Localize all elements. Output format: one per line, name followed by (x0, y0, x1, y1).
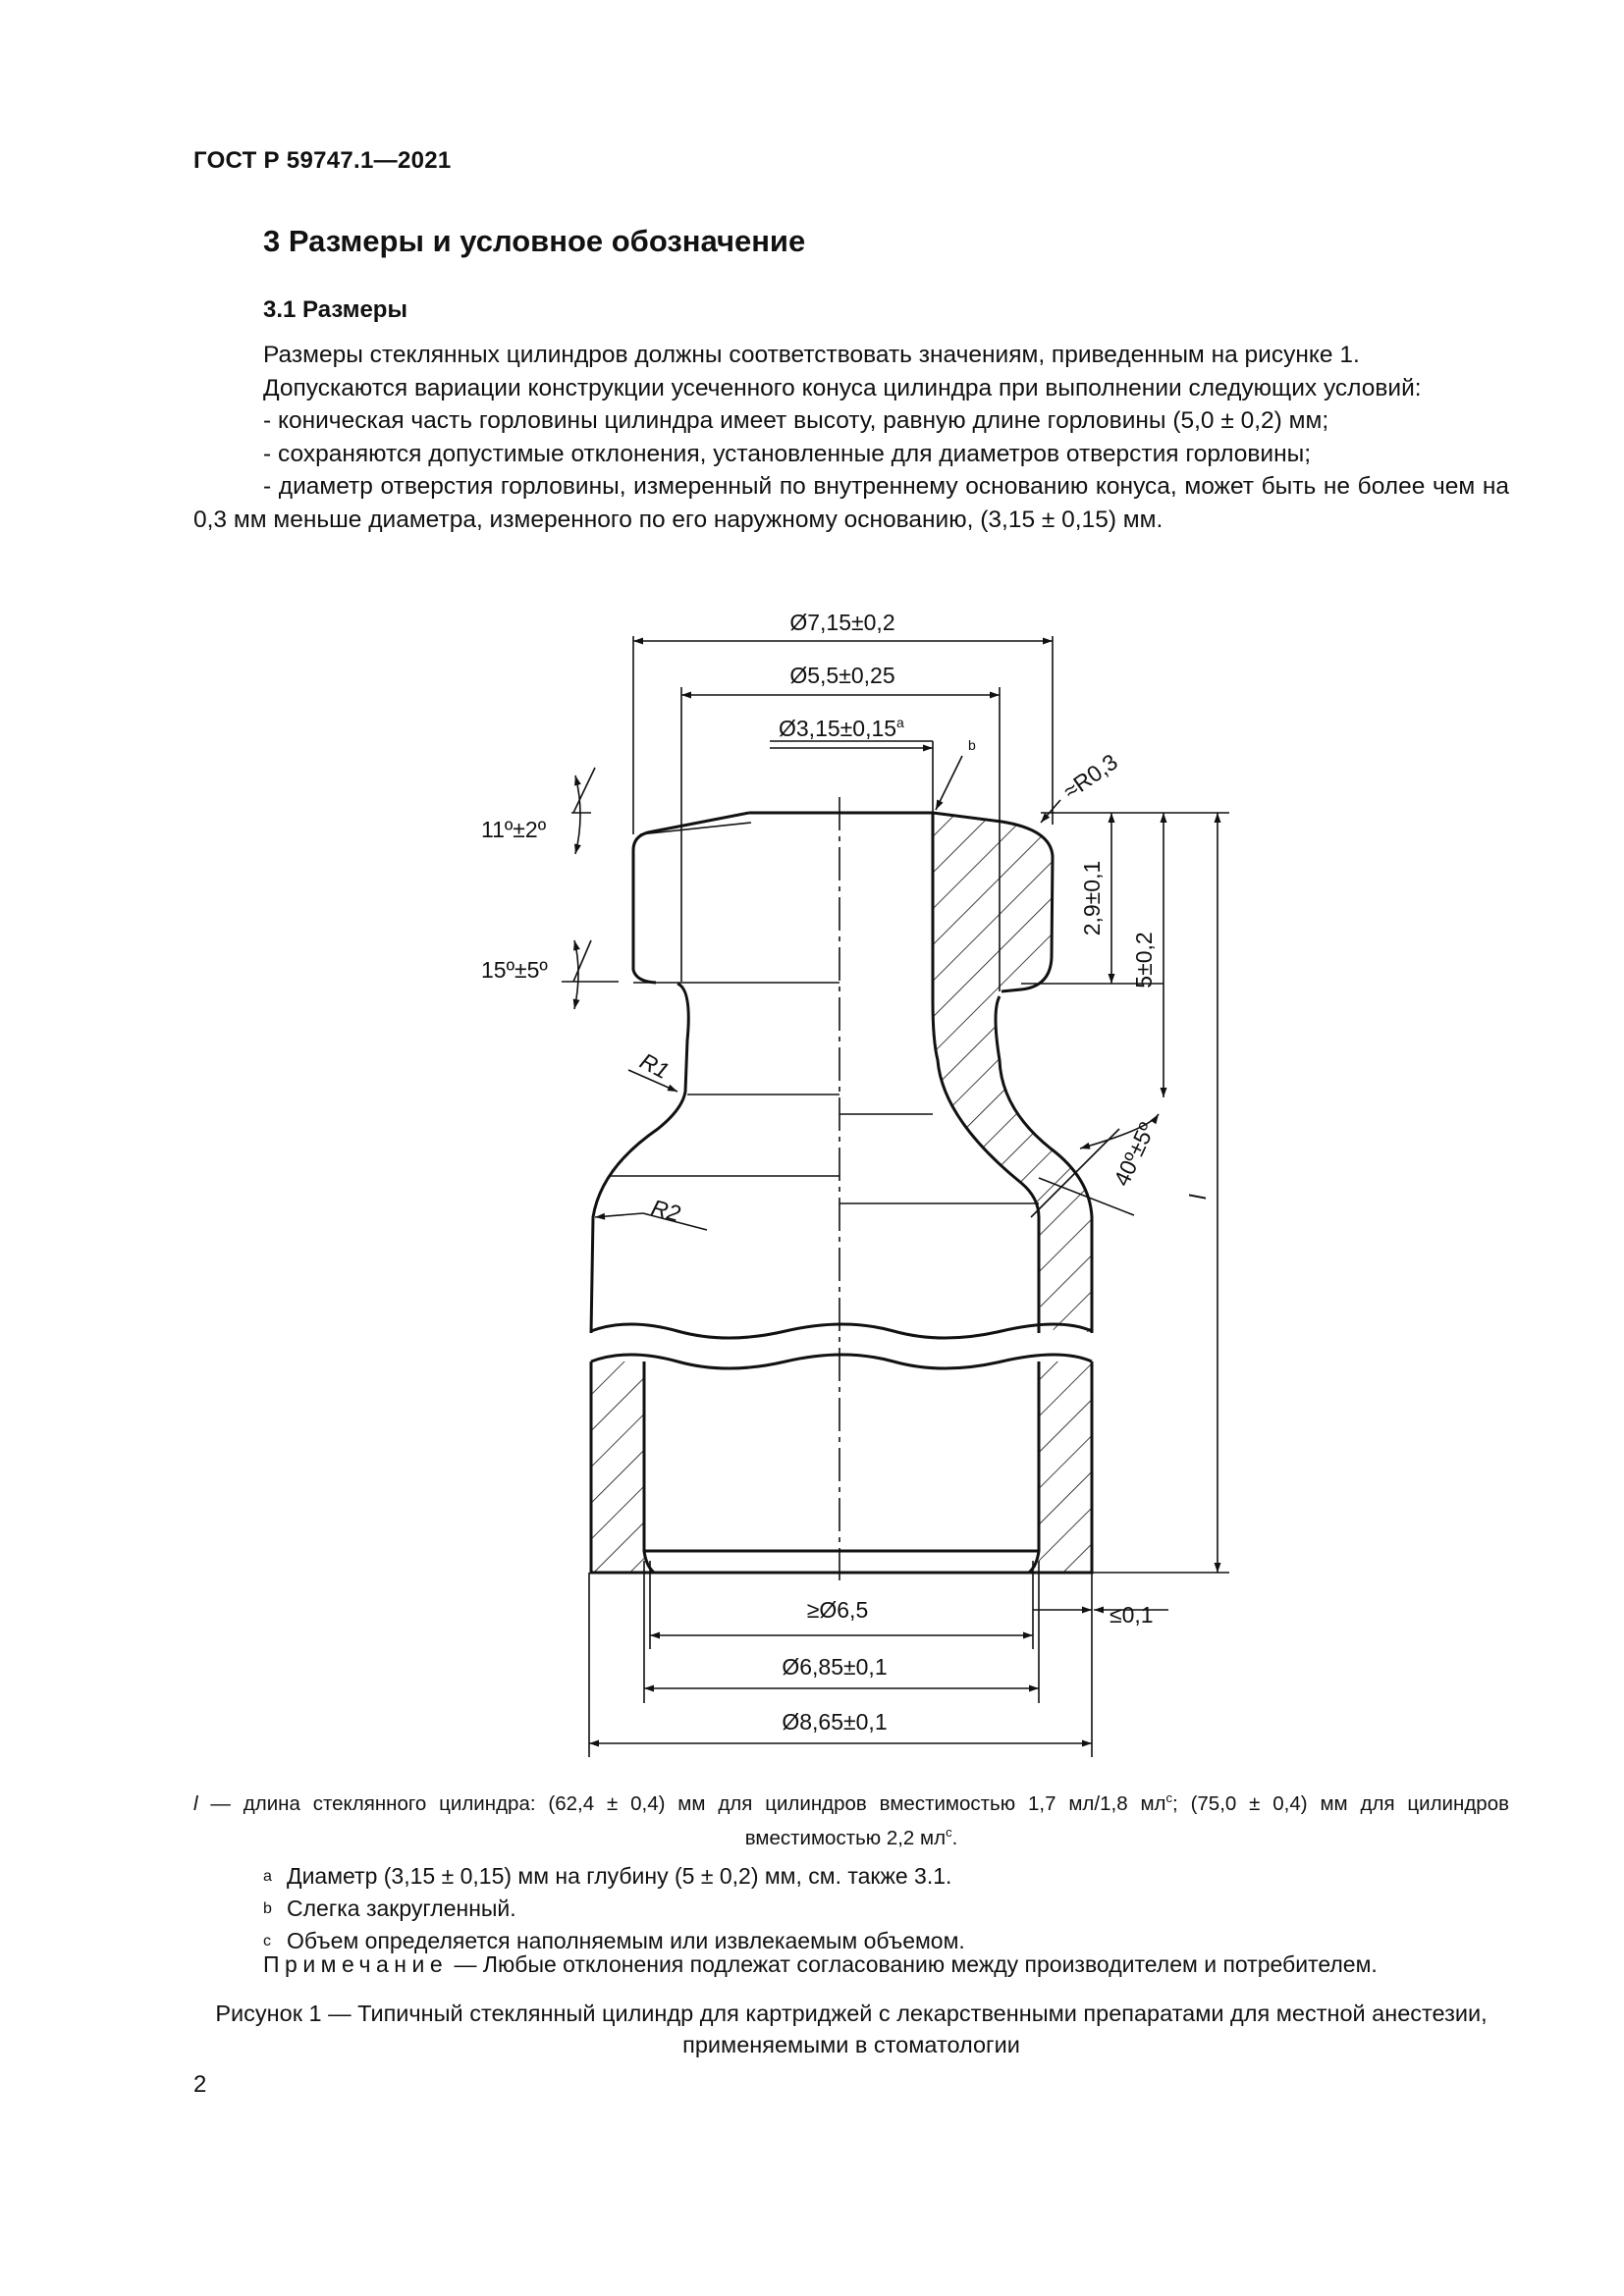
legend-ref: c (946, 1824, 952, 1840)
legend-ref: c (1165, 1790, 1173, 1805)
figure-caption: Рисунок 1 — Типичный стеклянный цилиндр для картриджей с лекарственными препаратами для местной анестезии, применяемыми в стоматологии (215, 2001, 1488, 2057)
dim-r03: ≈R0,3 (1057, 748, 1123, 805)
footnote-mark: c (263, 1933, 271, 1949)
footnote-mark: a (263, 1868, 272, 1885)
label-r2: R2 (648, 1194, 683, 1227)
footnote-mark: b (263, 1900, 272, 1917)
dim-d685: Ø6,85±0,1 (782, 1654, 888, 1680)
dim-d865: Ø8,65±0,1 (782, 1709, 888, 1735)
legend-symbol: l (193, 1791, 198, 1815)
dim-5: 5±0,2 (1131, 932, 1157, 988)
footnote (263, 1860, 965, 1893)
left-lower-wall (591, 1362, 644, 1573)
paragraph: Допускаются вариации конструкции усеченного конуса цилиндра при выполнении следующих условий: (263, 374, 1422, 401)
section-title: 3 Размеры и условное обозначение (263, 224, 806, 258)
footnote (263, 1893, 965, 1925)
dim-29: 2,9±0,1 (1079, 860, 1105, 936)
document-header: ГОСТ Р 59747.1—2021 (193, 147, 452, 174)
figure-legend (193, 1784, 1509, 1852)
right-lower-wall (1039, 1362, 1092, 1573)
footnotes (263, 1860, 965, 1957)
legend-text: ; (75,0 ± 0,4) мм для цилиндров вместимостью 2,2 мл (744, 1791, 1509, 1849)
dim-d315: Ø3,15±0,15$^a$ (779, 715, 904, 741)
label-l: l (1185, 1194, 1211, 1200)
note (263, 1951, 1378, 1978)
hatched-sections (591, 813, 1092, 1573)
ref-b: b (968, 737, 976, 753)
subsection-title: 3.1 Размеры (263, 296, 407, 323)
list-item: - сохраняются допустимые отклонения, установленные для диаметров отверстия горловины; (263, 440, 1312, 467)
dim-d715: Ø7,15±0,2 (789, 610, 895, 635)
angle-11: 11º±2º (481, 817, 547, 842)
angle-40: 40º±5º (1108, 1118, 1161, 1191)
label-r1: R1 (635, 1047, 674, 1085)
dim-01: ≤0,1 (1110, 1602, 1154, 1628)
list-item: - диаметр отверстия горловины, измеренный по внутреннему основанию конуса, может быть не более чем на 0,3 мм меньше диаметра, измеренного по его наружному основанию, (3,15 ± 0,15) мм. (193, 473, 1509, 533)
note-label: Примечание (263, 1951, 449, 1977)
dim-d55: Ø5,5±0,25 (789, 663, 895, 688)
footnote-text: Диаметр (3,15 ± 0,15) мм на глубину (5 ± 0,2) мм, см. также 3.1. (287, 1863, 952, 1889)
note-text: — Любые отклонения подлежат согласованию между производителем и потребителем. (448, 1951, 1378, 1977)
dimension-lines (574, 641, 1218, 1743)
dim-d65: ≥Ø6,5 (806, 1597, 869, 1623)
legend-text: . (951, 1826, 958, 1849)
footnote-text: Слегка закругленный. (287, 1896, 516, 1921)
upper-wall-section (933, 813, 1092, 1333)
paragraph: Размеры стеклянных цилиндров должны соответствовать значениям, приведенным на рисунке 1. (263, 342, 1360, 368)
page-number: 2 (193, 2071, 207, 2098)
legend-text: — длина стеклянного цилиндра: (62,4 ± 0,4) мм для цилиндров вместимостью 1,7 мл/1,8 мл (197, 1791, 1166, 1815)
list-item: - коническая часть горловины цилиндра имеет высоту, равную длине горловины (5,0 ± 0,2) мм; (263, 407, 1329, 434)
footnote-text: Объем определяется наполняемым или извлекаемым объемом. (287, 1928, 965, 1953)
angle-15: 15º±5º (481, 957, 548, 983)
